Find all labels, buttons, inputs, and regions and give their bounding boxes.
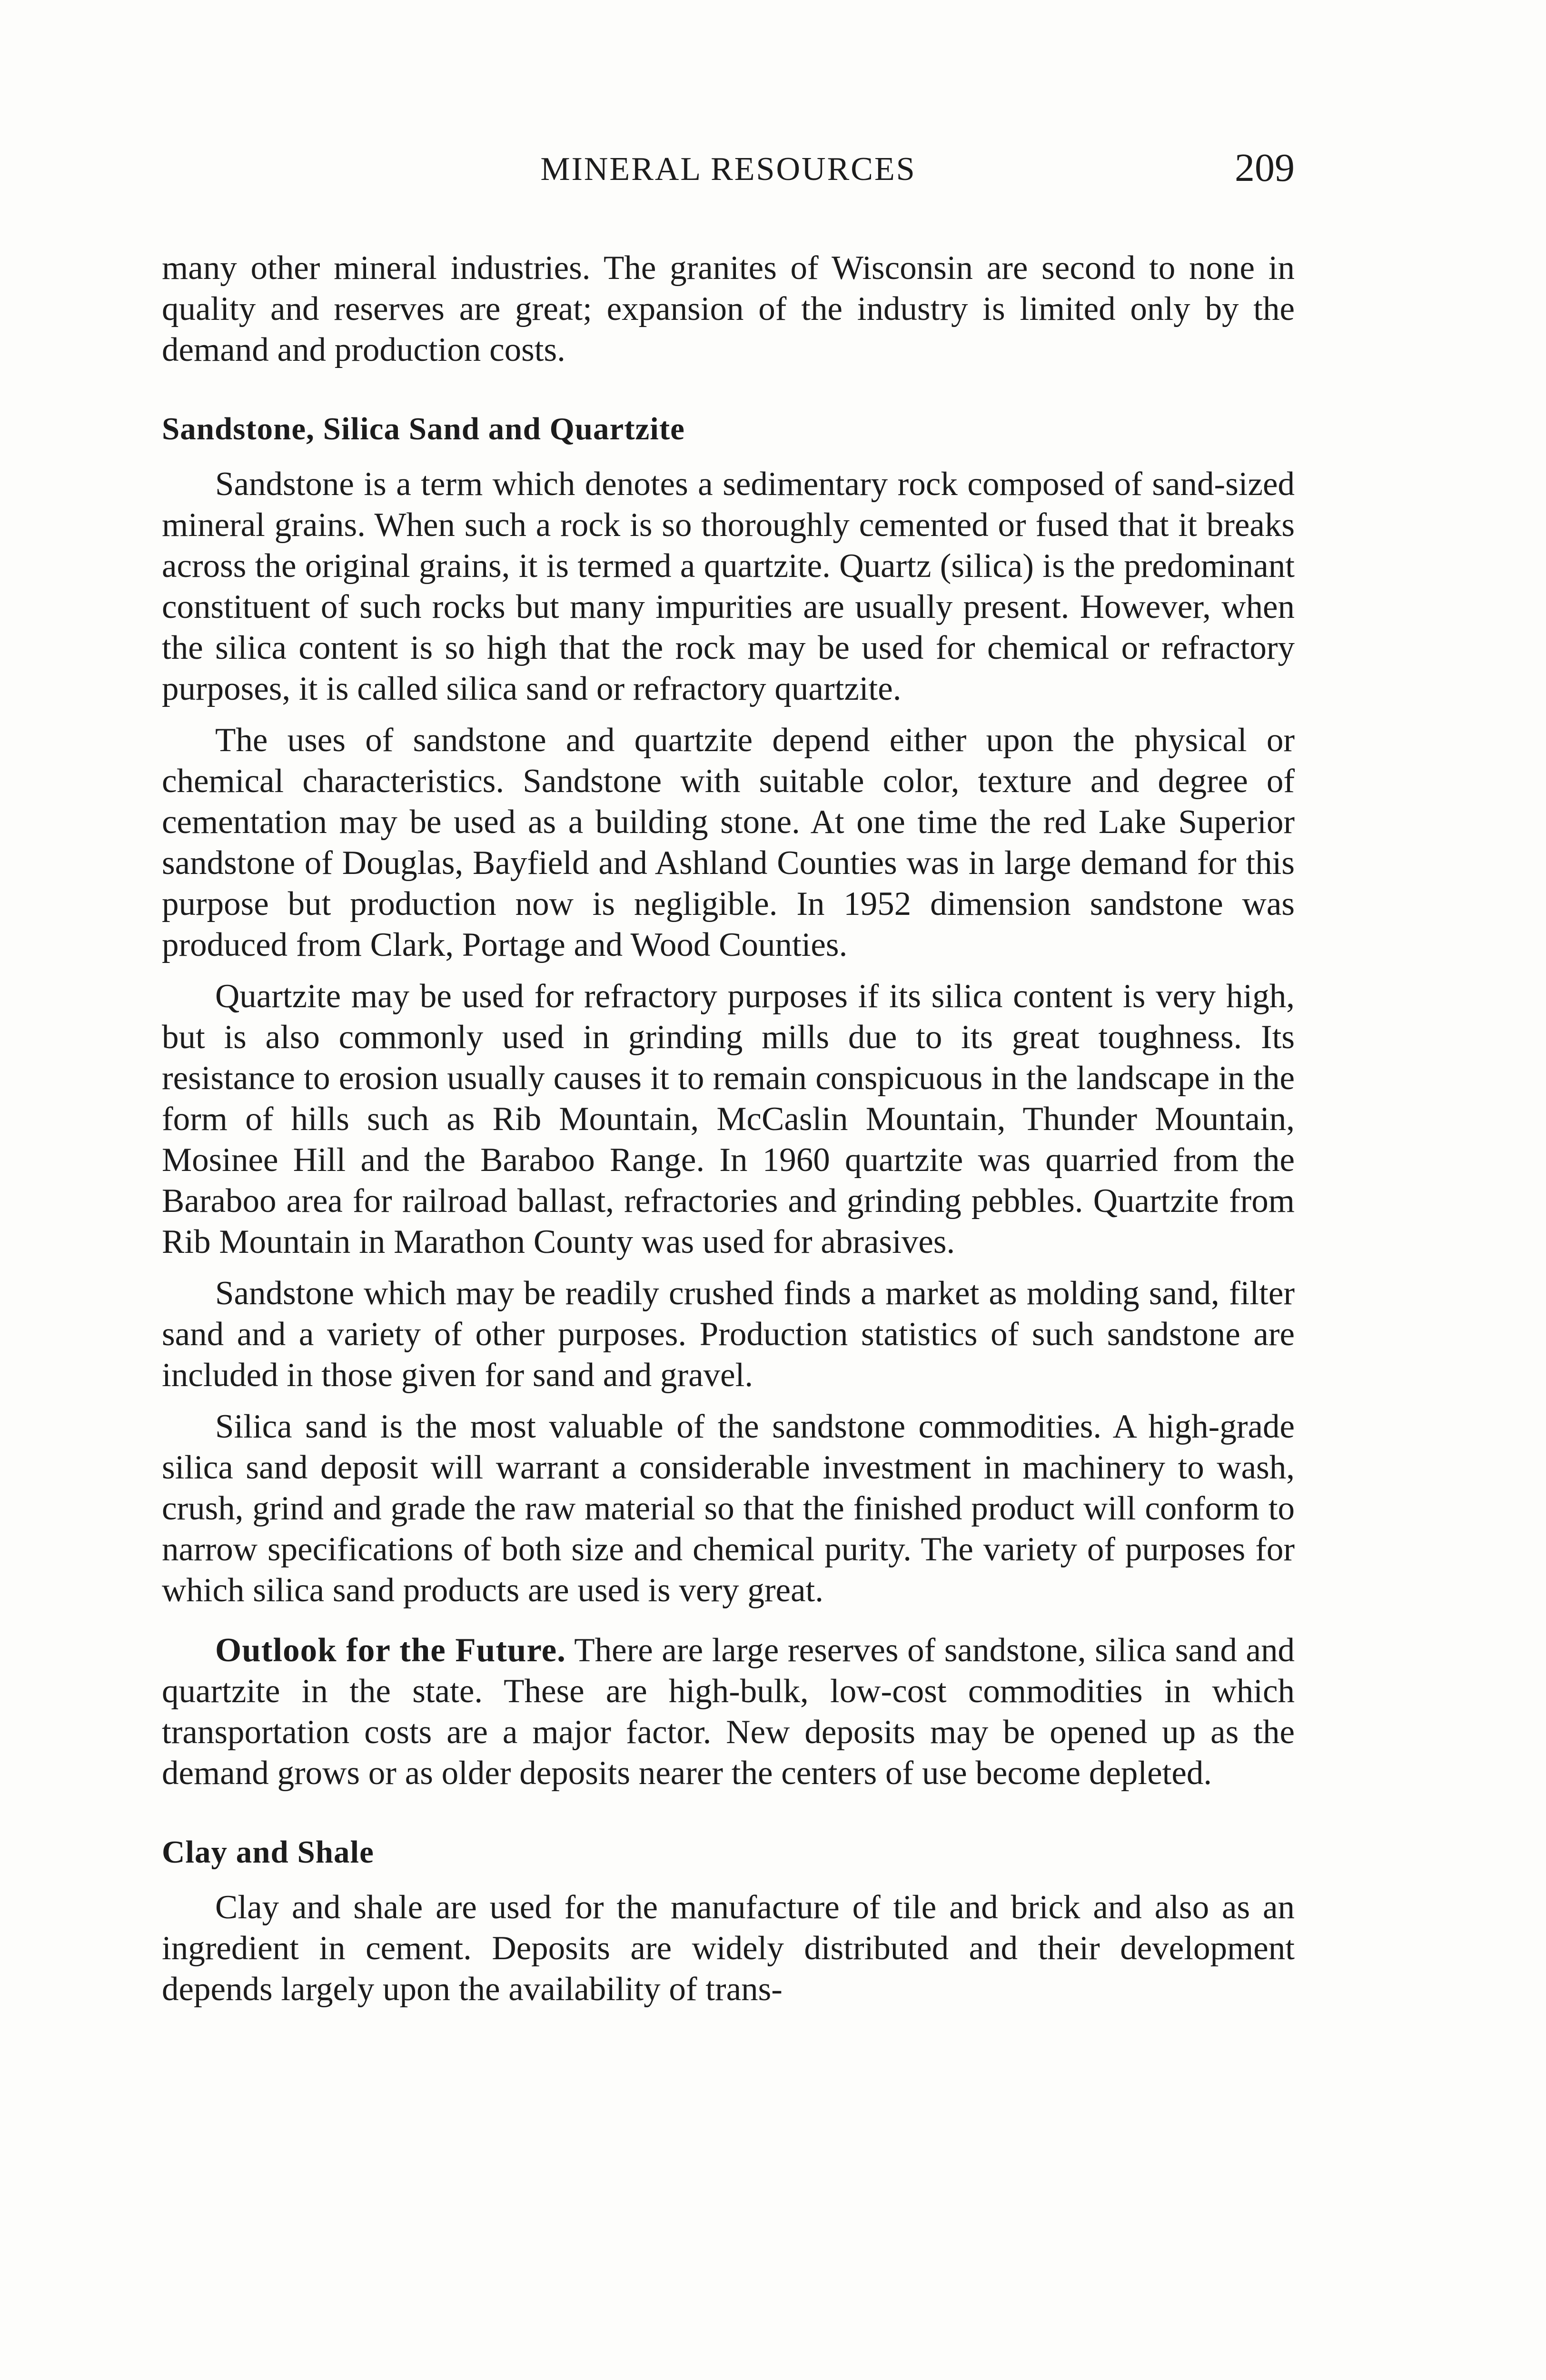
outlook-text: There are large reserves of sandstone, silica sand and quartzite in the state. These are high-bulk, low-cost commodities in which transportation costs are a major factor. New deposits may be opened up as the demand grows or as older deposits nearer the centers of use become depleted. (162, 1632, 1295, 1792)
sandstone-paragraph-2: The uses of sandstone and quartzite depend either upon the physical or chemical characteristics. Sandstone with suitable color, texture and degree of cementation may be used as a building stone. At one time the red Lake Superior sandstone of Douglas, Bayfield and Ashland Counties was in large demand for this purpose but production now is negligible. In 1952 dimension sandstone was produced from Clark, Portage and Wood Counties. (162, 722, 1295, 963)
sandstone-paragraph-5: Silica sand is the most valuable of the sandstone commodities. A high-grade silica sand deposit will warrant a considerable investment in machinery to wash, crush, grind and grade the raw material so that the finished product will conform to narrow specifications of both size and chemical purity. The variety of purposes for which silica sand products are used is very great. (162, 1408, 1295, 1609)
clay-paragraph-1: Clay and shale are used for the manufacture of tile and brick and also as an ingredient in cement. Deposits are widely distributed and their development depends largely upon the availability of trans- (162, 1889, 1295, 2008)
sandstone-paragraph-3: Quartzite may be used for refractory purposes if its silica content is very high, but is also commonly used in grinding mills due to its great toughness. Its resistance to erosion usually causes it to remain conspicuous in the landscape in the form of hills such as Rib Mountain, McCaslin Mountain, Thunder Mountain, Mosinee Hill and the Baraboo Range. In 1960 quartzite was quarried from the Baraboo area for railroad ballast, refractories and grinding pebbles. Quartzite from Rib Mountain in Marathon County was used for abrasives. (162, 978, 1295, 1260)
sandstone-paragraph-4: Sandstone which may be readily crushed finds a market as molding sand, filter sand and a variety of other purposes. Production statistics of such sandstone are included in those given for sand and gravel. (162, 1275, 1295, 1394)
section-heading-clay: Clay and Shale (162, 1835, 374, 1870)
outlook-paragraph (162, 1630, 1295, 1794)
outlook-run-in-heading: Outlook for the Future. (215, 1632, 566, 1669)
page-number: 209 (1235, 146, 1295, 190)
page-header (162, 143, 1295, 200)
sandstone-paragraph-1: Sandstone is a term which denotes a sedimentary rock composed of sand-sized mineral grains. When such a rock is so thoroughly cemented or fused that it breaks across the original grains, it is termed a quartzite. Quartz (silica) is the predominant constituent of such rocks but many impurities are usually present. However, when the silica content is so high that the rock may be used for chemical or refractory purposes, it is called silica sand or refractory quartzite. (162, 466, 1295, 707)
page-body (162, 248, 1295, 2020)
intro-paragraph: many other mineral industries. The granites of Wisconsin are second to none in quality and reserves are great; expansion of the industry is limited only by the demand and production costs. (162, 249, 1295, 368)
section-heading-sandstone: Sandstone, Silica Sand and Quartzite (162, 411, 685, 446)
running-head: MINERAL RESOURCES (540, 151, 916, 188)
